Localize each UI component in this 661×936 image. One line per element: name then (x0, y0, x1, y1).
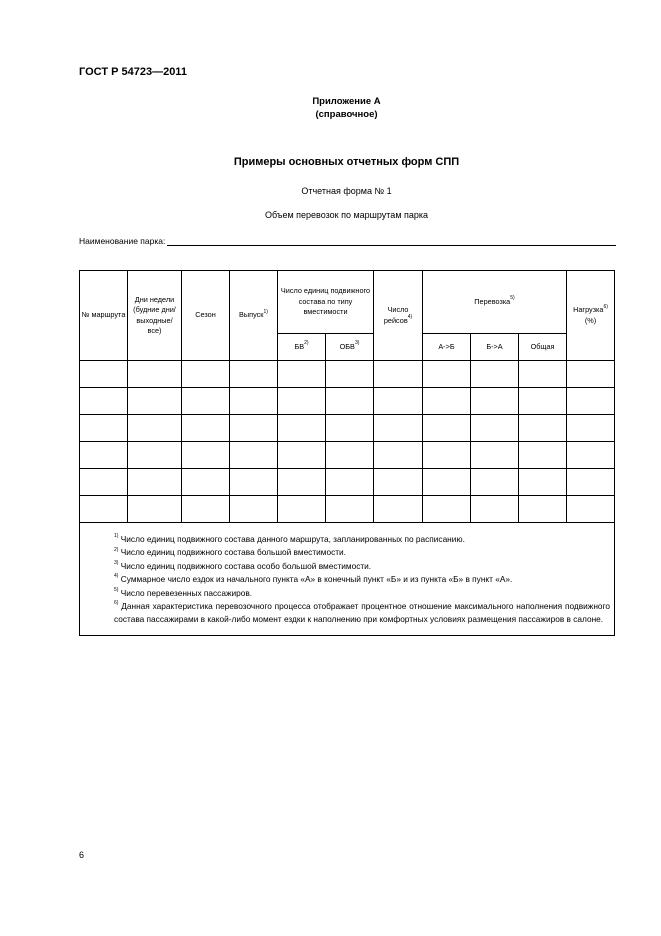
footnote-mark: 4) (114, 573, 119, 580)
table-cell (567, 415, 615, 442)
table-cell (80, 361, 128, 388)
table-cell (567, 361, 615, 388)
header-release: Выпуск$^{1)}$ (230, 271, 278, 361)
footnotes (80, 523, 615, 636)
table-cell (374, 388, 423, 415)
table-cell (519, 496, 567, 523)
table-cell (374, 361, 423, 388)
header-obv: ОБВ$^{3)}$ (326, 334, 374, 361)
table-cell (182, 388, 230, 415)
table-cell (519, 361, 567, 388)
report-table (79, 270, 615, 636)
footnote (114, 587, 610, 600)
footnote (114, 600, 610, 627)
table-cell (128, 361, 182, 388)
footnote-text: Число единиц подвижного состава особо большой вместимости. (120, 560, 372, 571)
footnote (114, 546, 610, 559)
footnote (114, 560, 610, 573)
table-cell (471, 388, 519, 415)
header-load: Нагрузка$^{6)}$ (%) (567, 271, 615, 361)
table-cell (278, 496, 326, 523)
table-cell (128, 469, 182, 496)
table-cell (128, 415, 182, 442)
table-row (80, 442, 615, 469)
header-total: Общая (519, 334, 567, 361)
table-cell (423, 496, 471, 523)
table-cell (567, 442, 615, 469)
park-name-label: Наименование парка: (79, 236, 166, 246)
table-cell (519, 415, 567, 442)
header-season: Сезон (182, 271, 230, 361)
header-bv: БВ$^{2)}$ (278, 334, 326, 361)
table-cell (519, 442, 567, 469)
table-cell (326, 415, 374, 442)
table-cell (519, 469, 567, 496)
table-cell (230, 442, 278, 469)
table-cell (230, 496, 278, 523)
appendix-subtitle: (справочное) (315, 109, 378, 120)
table-row (80, 415, 615, 442)
footnote (114, 533, 610, 546)
table-cell (182, 469, 230, 496)
table-cell (128, 388, 182, 415)
header-days: Дни недели (будние дни/ выходные/ все) (128, 271, 182, 361)
standard-header: ГОСТ Р 54723—2011 (79, 66, 187, 78)
appendix-title: Приложение А (312, 96, 381, 107)
footnote-text: Число перевезенных пассажиров. (120, 587, 253, 598)
table-cell (230, 361, 278, 388)
table-cell (278, 361, 326, 388)
section-title: Примеры основных отчетных форм СПП (233, 156, 460, 168)
appendix-heading (0, 95, 661, 121)
header-units: Число единиц подвижного состава по типу вместимости (278, 271, 374, 334)
table-cell (567, 496, 615, 523)
table-cell (423, 388, 471, 415)
table-cell (471, 496, 519, 523)
table-cell (471, 469, 519, 496)
table-cell (423, 415, 471, 442)
header-ba: Б->А (471, 334, 519, 361)
table-cell (182, 361, 230, 388)
table-cell (326, 442, 374, 469)
park-name-field (79, 236, 616, 246)
table-cell (80, 469, 128, 496)
table-cell (278, 469, 326, 496)
table-cell (326, 496, 374, 523)
footnote-mark: 5) (114, 586, 119, 593)
form-number: Отчетная форма № 1 (301, 186, 392, 196)
header-transport: Перевозка$^{5)}$ (423, 271, 567, 334)
table-cell (519, 388, 567, 415)
header-ab: А->Б (423, 334, 471, 361)
table-cell (80, 442, 128, 469)
table-cell (326, 361, 374, 388)
table-cell (80, 388, 128, 415)
table-cell (128, 442, 182, 469)
footnote-mark: 1) (114, 533, 119, 540)
table-cell (128, 496, 182, 523)
table-cell (182, 496, 230, 523)
table-row (80, 469, 615, 496)
footnote-text: Данная характеристика перевозочного процесса отображает процентное отношение максимального наполнения подвижного состава пассажирами в какой-либо момент ездки к наполнению при комфортных условиях размещения пассажиров в салоне. (114, 601, 610, 625)
footnote-mark: 6) (114, 600, 119, 607)
table-cell (374, 442, 423, 469)
footnote (114, 573, 610, 586)
table-cell (471, 415, 519, 442)
table-cell (423, 469, 471, 496)
footnote-text: Суммарное число ездок из начального пункта «А» в конечный пункт «Б» и из пункта «Б» в пункт «А». (120, 574, 513, 585)
table-cell (80, 415, 128, 442)
table-cell (230, 469, 278, 496)
park-name-blank (167, 236, 616, 246)
table-cell (374, 469, 423, 496)
table-cell (182, 442, 230, 469)
page-number: 6 (79, 850, 85, 860)
table-cell (567, 469, 615, 496)
table-cell (278, 388, 326, 415)
table-cell (182, 415, 230, 442)
footnote-text: Число единиц подвижного состава большой вместимости. (120, 547, 346, 558)
footnote-mark: 3) (114, 560, 119, 567)
table-cell (230, 388, 278, 415)
table-row (80, 496, 615, 523)
table-cell (471, 442, 519, 469)
table-cell (423, 442, 471, 469)
table-cell (230, 415, 278, 442)
footnote-text: Число единиц подвижного состава данного маршрута, запланированных по расписанию. (120, 534, 465, 544)
table-row (80, 388, 615, 415)
footnote-mark: 2) (114, 546, 119, 553)
form-title: Объем перевозок по маршрутам парка (264, 210, 429, 220)
table-row (80, 361, 615, 388)
table-cell (567, 388, 615, 415)
table-cell (423, 361, 471, 388)
header-trips: Число рейсов$^{4)}$ (374, 271, 423, 361)
table-cell (326, 388, 374, 415)
table-cell (374, 415, 423, 442)
table-cell (374, 496, 423, 523)
table-cell (471, 361, 519, 388)
table-cell (278, 415, 326, 442)
table-cell (278, 442, 326, 469)
table-cell (326, 469, 374, 496)
header-route: № маршрута (80, 271, 128, 361)
table-cell (80, 496, 128, 523)
